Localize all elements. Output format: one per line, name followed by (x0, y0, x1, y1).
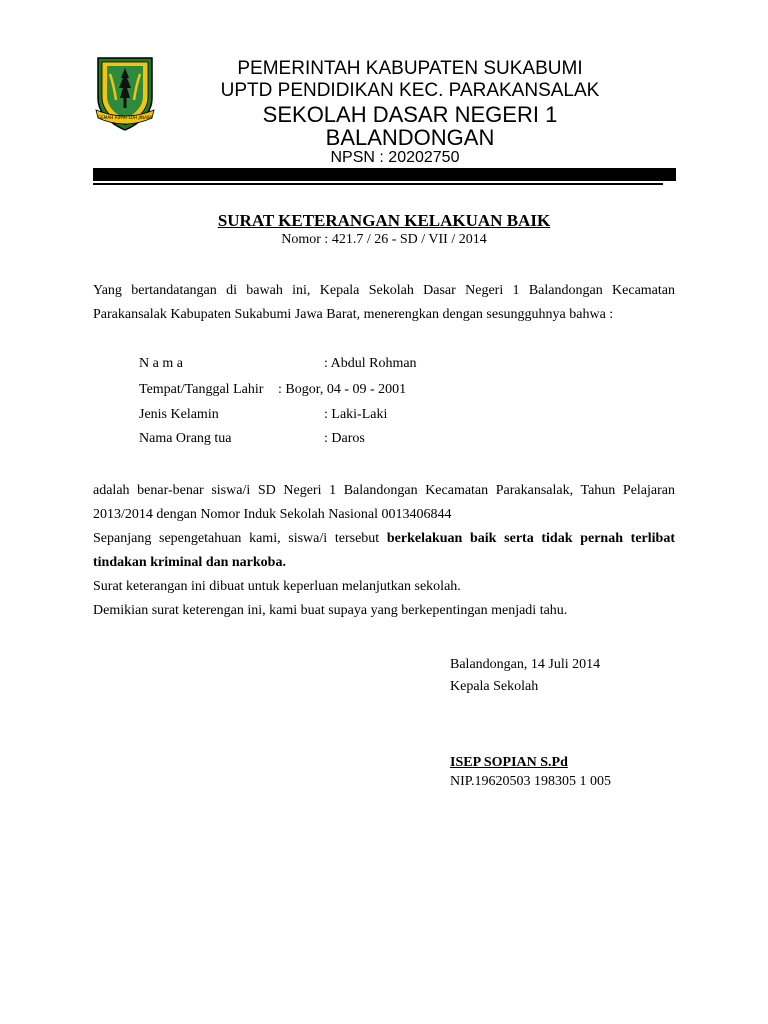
signature-nip: NIP.19620503 198305 1 005 (450, 774, 612, 789)
field-value-gender: : Laki-Laki (324, 407, 388, 422)
field-label-name: N a m a (139, 356, 183, 371)
purpose-paragraph: Surat keterangan ini dibuat untuk keperluan melanjutkan sekolah. (93, 579, 461, 594)
conduct-bold-text: berkelakuan baik serta tidak pernah terlibat tindakan kriminal dan narkoba. (93, 531, 675, 570)
header-npsn: NPSN : 20202750 (330, 149, 460, 166)
field-value-birth: : Bogor, 04 - 09 - 2001 (278, 382, 407, 397)
signature-position: Kepala Sekolah (450, 679, 539, 694)
intro-paragraph: Yang bertandatangan di bawah ini, Kepala Sekolah Dasar Negeri 1 Balandongan Kecamatan Parakansalak Kabupaten Sukabumi Jawa Barat, menerengkan dengan sesungguhnya bahwa : (93, 283, 675, 322)
header-school-location: BALANDONGAN (325, 125, 495, 150)
header-divider-thin (93, 183, 663, 185)
field-value-parent: : Daros (324, 431, 365, 446)
field-label-gender: Jenis Kelamin (139, 407, 219, 422)
document-title: SURAT KETERANGAN KELAKUAN BAIK (217, 211, 551, 230)
logo-motto: GEMAH RIPAH LOH JINAWI (97, 115, 153, 120)
signature-name: ISEP SOPIAN S.Pd (450, 755, 568, 770)
statement-paragraph: adalah benar-benar siswa/i SD Negeri 1 Balandongan Kecamatan Parakansalak, Tahun Pelajaran 2013/2014 dengan Nomor Induk Sekolah Nasional 0013406844 (93, 483, 675, 522)
signature-place-date: Balandongan, 14 Juli 2014 (450, 657, 601, 672)
document-number: Nomor : 421.7 / 26 - SD / VII / 2014 (281, 232, 487, 247)
conduct-text: Sepanjang sepengetahuan kami, siswa/i tersebut (93, 531, 387, 546)
field-value-name: : Abdul Rohman (324, 356, 417, 371)
header-divider-thick (93, 168, 676, 181)
field-label-birth: Tempat/Tanggal Lahir (139, 382, 264, 397)
field-label-parent: Nama Orang tua (139, 431, 232, 446)
closing-paragraph: Demikian surat keterengan ini, kami buat supaya yang berkepentingan menjadi tahu. (93, 603, 568, 618)
header-government: PEMERINTAH KABUPATEN SUKABUMI (237, 58, 583, 79)
body-text (93, 479, 675, 623)
header-department: UPTD PENDIDIKAN KEC. PARAKANSALAK (220, 80, 600, 101)
header-school-name: SEKOLAH DASAR NEGERI 1 (262, 102, 558, 127)
conduct-paragraph (93, 527, 675, 575)
